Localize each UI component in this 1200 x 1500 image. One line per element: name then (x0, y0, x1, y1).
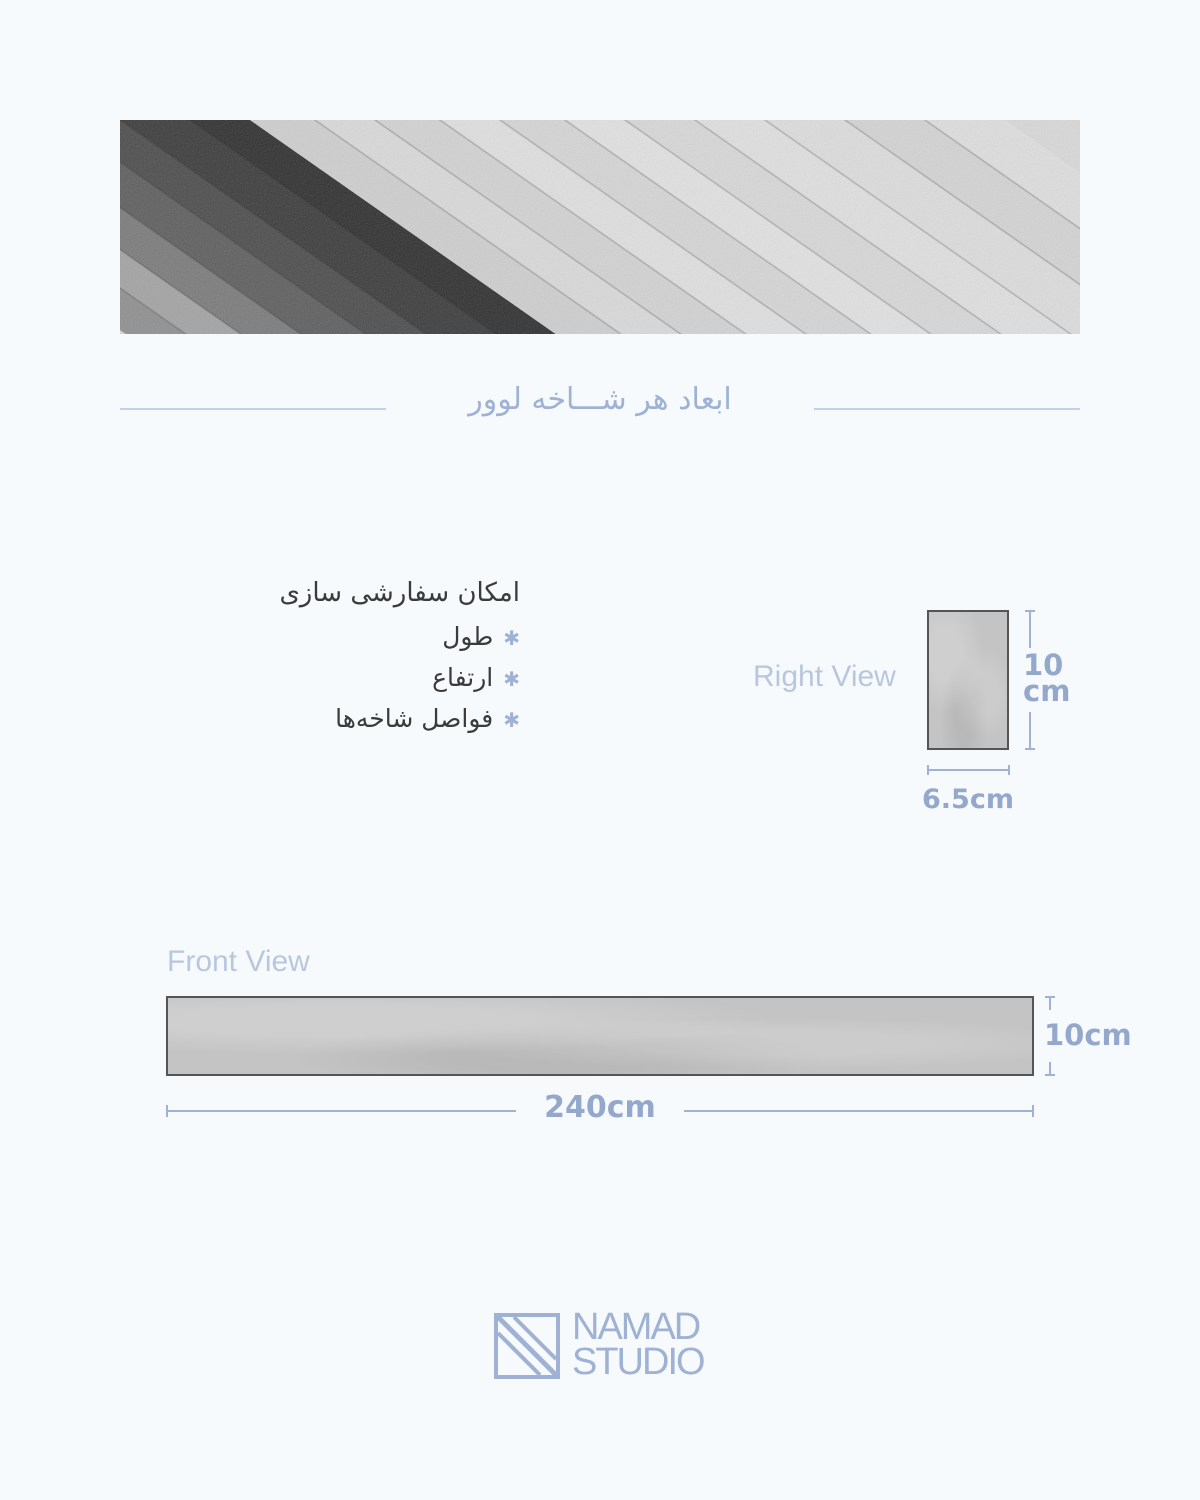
customization-title: امکان سفارشی سازی (279, 578, 520, 608)
title-divider-right (814, 408, 1080, 410)
list-item-label: ارتفاع (432, 663, 494, 692)
list-item (250, 657, 520, 698)
logo-wordmark (572, 1306, 704, 1383)
front-view-height-label: 10cm (1044, 1018, 1132, 1052)
title-divider-left (120, 408, 386, 410)
right-view-height-label (1023, 648, 1071, 708)
list-item (250, 698, 520, 739)
namad-studio-logo-icon (494, 1313, 560, 1379)
right-view-panel (927, 610, 1009, 750)
right-view-label: Right View (753, 660, 896, 693)
front-view-length-label: 240cm (544, 1090, 656, 1125)
front-view-panel (166, 996, 1034, 1076)
customization-list (250, 578, 520, 739)
logo-line-2: STUDIO (572, 1341, 704, 1383)
right-view-height-value: 10 (1023, 648, 1064, 682)
list-item-label: فواصل شاخه‌ها (335, 704, 494, 733)
list-item-label: طول (442, 622, 494, 651)
front-view-label: Front View (167, 945, 310, 978)
list-item (250, 616, 520, 657)
bullet-icon: ✱ (503, 626, 520, 650)
hero-image-felt-louvers (120, 120, 1080, 334)
logo-line-1: NAMAD (572, 1306, 700, 1348)
right-view-width-label: 6.5cm (922, 784, 1014, 815)
section-title: ابعاد هر شـــاخه لوور (468, 382, 732, 417)
bullet-icon: ✱ (503, 667, 520, 691)
bullet-icon: ✱ (503, 708, 520, 732)
right-view-height-unit: cm (1023, 674, 1071, 708)
right-view-width-dimension-line (927, 762, 1011, 778)
